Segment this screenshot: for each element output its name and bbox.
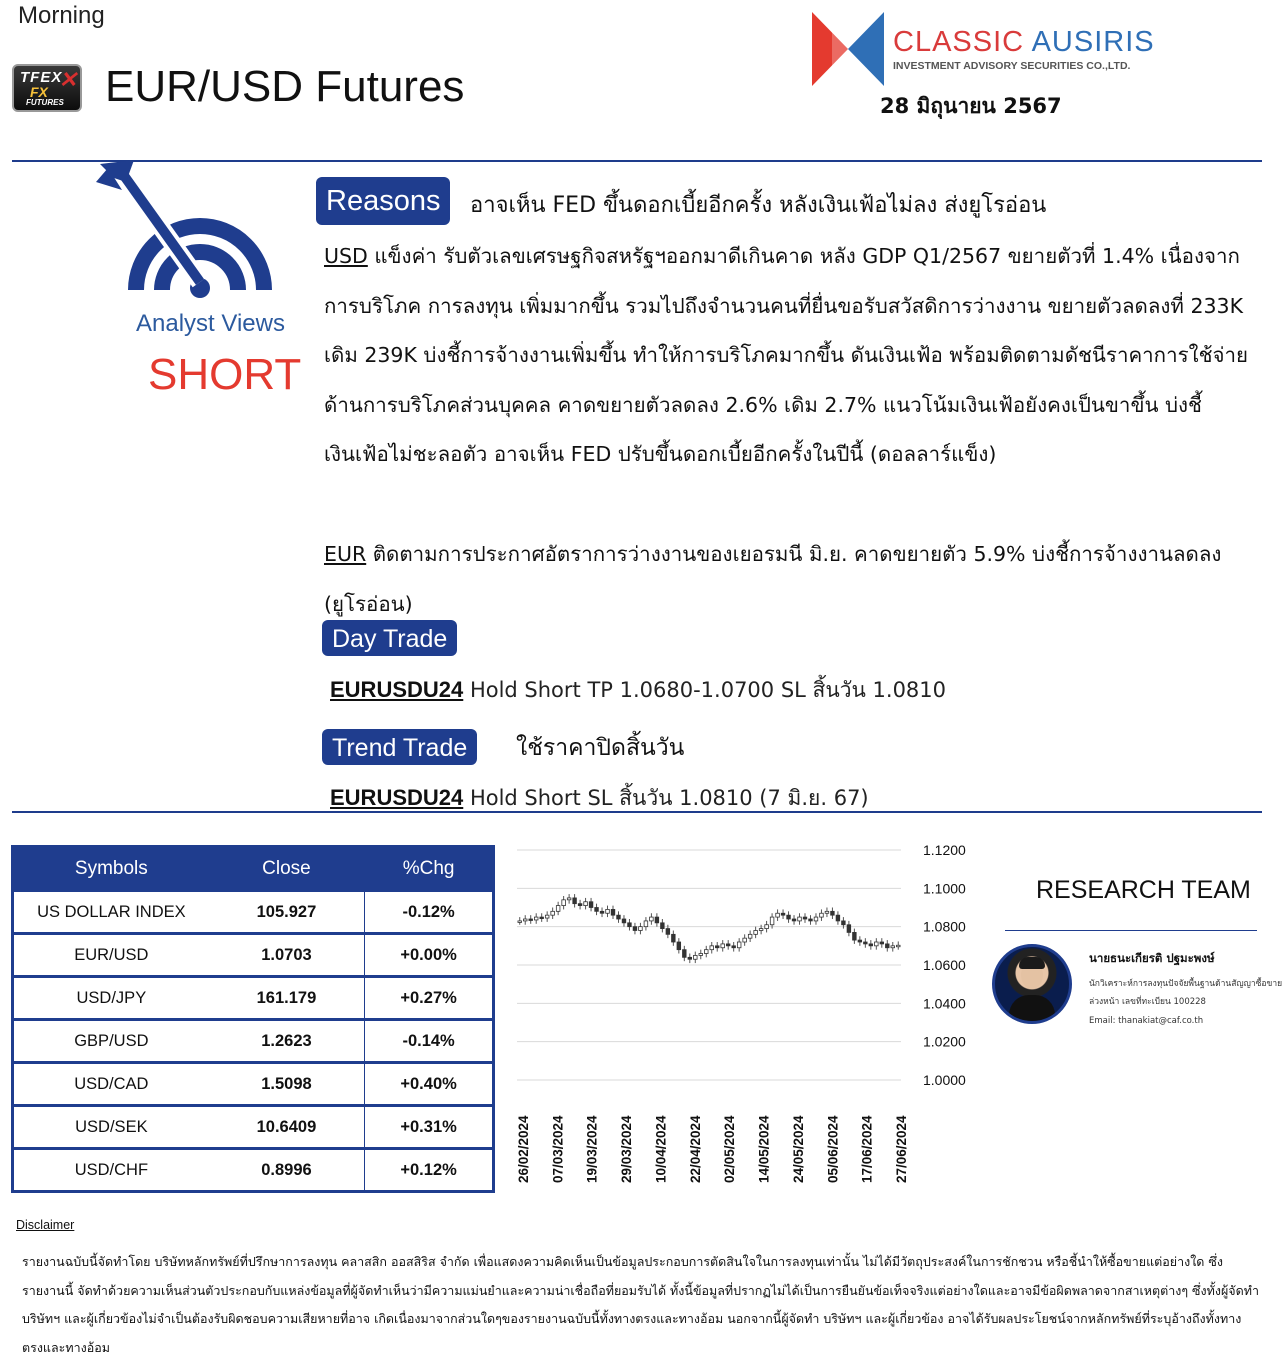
analyst-avatar <box>992 944 1072 1024</box>
x-tick-label: 29/03/2024 <box>619 1115 635 1183</box>
candle-body <box>858 940 862 942</box>
page-title: EUR/USD Futures <box>105 62 465 111</box>
reasons-headline: อาจเห็น FED ขึ้นดอกเบี้ยอีกครั้ง หลังเงินเฟ้อไม่ลง ส่งยูโรอ่อน <box>470 193 1047 218</box>
candle-body <box>732 946 736 948</box>
candle-body <box>792 919 796 921</box>
candle-body <box>683 950 687 958</box>
company-name <box>893 26 1155 59</box>
candle-body <box>853 932 857 940</box>
x-tick-label: 24/05/2024 <box>790 1115 806 1183</box>
chg-cell: -0.14% <box>365 1020 494 1063</box>
analyst-role: นักวิเคราะห์การลงทุนปัจจัยพื้นฐานด้านสัญญาซื้อขายล่วงหน้า เลขที่ทะเบียน 100228 <box>1089 979 1283 1007</box>
candle-body <box>617 915 621 919</box>
header-chg: %Chg <box>365 847 494 891</box>
symbol-cell: US DOLLAR INDEX <box>13 891 209 934</box>
day-trade-text: Hold Short TP 1.0680-1.0700 SL สิ้นวัน 1.0810 <box>463 678 947 702</box>
candle-body <box>842 921 846 925</box>
candle-body <box>628 923 632 927</box>
candle-body <box>787 915 791 919</box>
trend-trade-symbol: EURUSDU24 <box>330 785 464 810</box>
report-date: 28 มิถุนายน 2567 <box>880 94 1062 118</box>
close-cell: 105.927 <box>209 891 365 934</box>
chg-cell: +0.31% <box>365 1106 494 1149</box>
analyst-email: Email: thanakiat@caf.co.th <box>1089 1016 1204 1026</box>
candle-body <box>529 919 533 921</box>
candle-body <box>726 944 730 946</box>
analyst-views-label: Analyst Views <box>136 310 285 337</box>
candle-body <box>573 898 577 904</box>
eur-text: ติดตามการประกาศอัตราการว่างงานของเยอรมนี มิ.ย. คาดขยายตัว 5.9% บ่งชี้การจ้างงานลดลง (ยูโรอ่อน) <box>324 542 1222 616</box>
x-tick-label: 17/06/2024 <box>859 1115 875 1183</box>
day-trade-symbol: EURUSDU24 <box>330 677 464 702</box>
x-tick-label: 19/03/2024 <box>584 1115 600 1183</box>
analyst-view-short: SHORT <box>148 350 302 399</box>
reasons-badge: Reasons <box>316 177 450 225</box>
candle-body <box>551 911 555 915</box>
research-team-divider <box>1005 930 1257 931</box>
y-tick-label: 1.1000 <box>923 880 966 897</box>
day-trade-badge: Day Trade <box>322 620 457 656</box>
quote-table <box>11 845 495 1193</box>
close-cell: 0.8996 <box>209 1149 365 1192</box>
candle-body <box>869 944 873 946</box>
candle-body <box>721 944 725 948</box>
symbol-cell: USD/JPY <box>13 977 209 1020</box>
candle-body <box>589 902 593 908</box>
target-dart-icon <box>90 160 310 300</box>
candle-body <box>759 929 763 931</box>
candle-body <box>688 957 692 959</box>
symbol-cell: USD/CAD <box>13 1063 209 1106</box>
candle-body <box>704 950 708 954</box>
company-name-part1: CLASSIC <box>893 26 1025 58</box>
candle-body <box>540 917 544 919</box>
tfex-fx-logo <box>12 64 82 112</box>
close-cell: 10.6409 <box>209 1106 365 1149</box>
candle-body <box>639 927 643 931</box>
symbol-cell: USD/SEK <box>13 1106 209 1149</box>
eur-paragraph <box>324 530 1254 629</box>
chg-cell: +0.00% <box>365 934 494 977</box>
candle-body <box>831 911 835 915</box>
x-tick-label: 14/05/2024 <box>756 1115 772 1183</box>
x-tick-label: 26/02/2024 <box>516 1115 531 1183</box>
x-tick-label: 07/03/2024 <box>550 1115 566 1183</box>
candle-body <box>545 915 549 918</box>
close-cell: 1.0703 <box>209 934 365 977</box>
usd-label: USD <box>324 244 368 268</box>
candle-body <box>622 919 626 923</box>
day-trade-line <box>330 674 946 707</box>
trend-trade-badge: Trend Trade <box>322 729 477 765</box>
candle-body <box>781 913 785 915</box>
symbol-cell: USD/CHF <box>13 1149 209 1192</box>
candle-body <box>677 942 681 950</box>
close-cell: 1.5098 <box>209 1063 365 1106</box>
company-subtitle: INVESTMENT ADVISORY SECURITIES CO.,LTD. <box>893 60 1131 72</box>
candle-body <box>661 923 665 929</box>
candle-body <box>710 946 714 950</box>
candle-body <box>699 954 703 956</box>
candle-body <box>836 915 840 921</box>
candle-body <box>803 917 807 919</box>
candle-body <box>798 917 802 921</box>
candle-body <box>655 917 659 923</box>
candle-body <box>820 913 824 917</box>
chg-cell: +0.27% <box>365 977 494 1020</box>
y-tick-label: 1.0400 <box>923 995 966 1012</box>
x-tick-label: 10/04/2024 <box>653 1115 669 1183</box>
section-divider <box>12 811 1262 813</box>
candle-body <box>765 925 769 929</box>
candle-body <box>864 942 868 944</box>
candle-body <box>600 911 604 913</box>
candle-body <box>672 934 676 942</box>
candle-body <box>534 917 538 920</box>
trend-trade-note: ใช้ราคาปิดสิ้นวัน <box>516 735 685 761</box>
y-tick-label: 1.0600 <box>923 957 966 973</box>
research-team-title: RESEARCH TEAM <box>1036 876 1251 904</box>
candle-body <box>518 921 522 923</box>
y-tick-label: 1.0200 <box>923 1033 966 1050</box>
header-symbols: Symbols <box>13 847 209 891</box>
usd-paragraph <box>324 232 1254 480</box>
candle-body <box>880 942 884 944</box>
symbol-cell: EUR/USD <box>13 934 209 977</box>
candle-body <box>650 917 654 921</box>
tfex-x-icon: ✕ <box>58 67 77 92</box>
candle-body <box>523 919 527 921</box>
candle-body <box>737 942 741 948</box>
chg-cell: -0.12% <box>365 891 494 934</box>
disclaimer-text: รายงานฉบับนี้จัดทำโดย บริษัทหลักทรัพย์ที่ปรึกษาการลงทุน คลาสสิก ออสสิริส จำกัด เพื่อแสดงความคิดเห็นเป็นข้อมูลประกอบการตัดสินใจในการลงทุนเท่านั้น ไม่ได้มีวัตถุประสงค์ในการชักชวน หรือชี้นำให้ซื้อขายแต่อย่างใด ซึ่งรายงานนี้ จัดทำด้วยความเห็นส่วนตัวประกอบกับแหล่งข้อมูลที่ผู้จัดทำเห็นว่ามีความแม่นยำและความน่าเชื่อถือที่ยอมรับได้ ทั้งนี้ข้อมูลที่ปรากฏไม่ได้เป็นการยืนยันข้อเท็จจริงแต่อย่างใดและอาจมีข้อผิดพลาดจากสาเหตุต่างๆ ซึ่งทั้งผู้จัดทำ บริษัทฯ และผู้เกี่ยวข้องไม่จำเป็นต้องรับผิดชอบความเสียหายที่อาจ เกิดเนื่องมาจากส่วนใดๆของรายงานฉบับนี้ทั้งทางตรงและทางอ้อม นอกจากนี้ผู้จัดทำ บริษัทฯ และผู้เกี่ยวข้อง อาจได้รับผลประโยชน์จากหลักทรัพย์ที่ระบุอ้างถึงทั้งทางตรงและทางอ้อม <box>22 1254 1259 1355</box>
futures-logo-text: FUTURES <box>26 98 64 107</box>
candle-body <box>562 900 566 906</box>
candle-body <box>595 908 599 912</box>
candle-body <box>567 898 571 900</box>
table-row <box>13 1106 494 1149</box>
candle-body <box>633 927 637 931</box>
candle-body <box>606 909 610 913</box>
candle-body <box>578 904 582 906</box>
candle-body <box>584 902 588 906</box>
table-row <box>13 977 494 1020</box>
fx-logo-text: FX <box>30 84 48 100</box>
table-row <box>13 1063 494 1106</box>
close-cell: 1.2623 <box>209 1020 365 1063</box>
company-logo-icon <box>812 12 884 86</box>
session-label: Morning <box>18 2 105 29</box>
table-row <box>13 934 494 977</box>
candle-body <box>825 911 829 913</box>
candle-body <box>885 944 889 948</box>
candle-body <box>556 906 560 912</box>
candle-body <box>611 909 615 915</box>
close-cell: 161.179 <box>209 977 365 1020</box>
chg-cell: +0.40% <box>365 1063 494 1106</box>
candle-body <box>776 913 780 917</box>
tfex-logo-text: TFEX <box>20 69 63 86</box>
trend-trade-text: Hold Short SL สิ้นวัน 1.0810 (7 มิ.ย. 67) <box>463 786 869 810</box>
usd-text: แข็งค่า รับตัวเลขเศรษฐกิจสหรัฐฯออกมาดีเกินคาด หลัง GDP Q1/2567 ขยายตัวที่ 1.4% เนื่องจากการบริโภค การลงทุน เพิ่มมากขึ้น รวมไปถึงจำนวนคนที่ยื่นขอรับสวัสดิการว่างงาน ขยายตัวลดลงที่ 233K เดิม 239K บ่งชี้การจ้างงานเพิ่มขึ้น ทำให้การบริโภคมากขึ้น ดันเงินเฟ้อ พร้อมติดตามดัชนีราคาการใช้จ่ายด้านการบริโภคส่วนบุคคล คาดขยายตัวลดลง 2.6% เดิม 2.7% แนวโน้มเงินเฟ้อยังคงเป็นขาขึ้น บ่งชี้เงินเฟ้อไม่ชะลอตัว อาจเห็น FED ปรับขึ้นดอกเบี้ยอีกครั้งในปีนี้ (ดอลลาร์แข็ง) <box>324 244 1249 466</box>
candle-body <box>743 938 747 942</box>
candle-body <box>875 942 879 946</box>
candle-body <box>847 925 851 933</box>
candle-body <box>644 921 648 927</box>
analyst-name: นายธนะเกียรติ ปฐมะพงษ์ <box>1089 951 1215 965</box>
y-tick-label: 1.0800 <box>923 918 966 935</box>
eurusd-price-chart <box>505 835 985 1195</box>
candle-body <box>666 929 670 935</box>
x-tick-label: 02/05/2024 <box>722 1115 738 1183</box>
candle-body <box>754 931 758 935</box>
candle-body <box>715 946 719 948</box>
symbol-cell: GBP/USD <box>13 1020 209 1063</box>
x-tick-label: 27/06/2024 <box>894 1115 909 1183</box>
y-tick-label: 1.1200 <box>923 842 966 858</box>
candle-body <box>891 946 895 948</box>
candle-body <box>693 955 697 959</box>
x-tick-label: 05/06/2024 <box>825 1115 841 1183</box>
table-row <box>13 1020 494 1063</box>
candle-body <box>770 917 774 925</box>
disclaimer-title: Disclaimer <box>16 1218 75 1232</box>
table-header-row <box>13 847 494 891</box>
candle-body <box>809 919 813 921</box>
chg-cell: +0.12% <box>365 1149 494 1192</box>
header-close: Close <box>209 847 365 891</box>
company-name-part2: AUSIRIS <box>1031 26 1155 58</box>
eur-label: EUR <box>324 542 367 566</box>
candle-body <box>748 934 752 938</box>
y-tick-label: 1.0000 <box>923 1072 966 1088</box>
candle-body <box>896 945 900 947</box>
table-row <box>13 1149 494 1192</box>
x-tick-label: 22/04/2024 <box>687 1115 703 1183</box>
candle-body <box>814 917 818 921</box>
table-row <box>13 891 494 934</box>
